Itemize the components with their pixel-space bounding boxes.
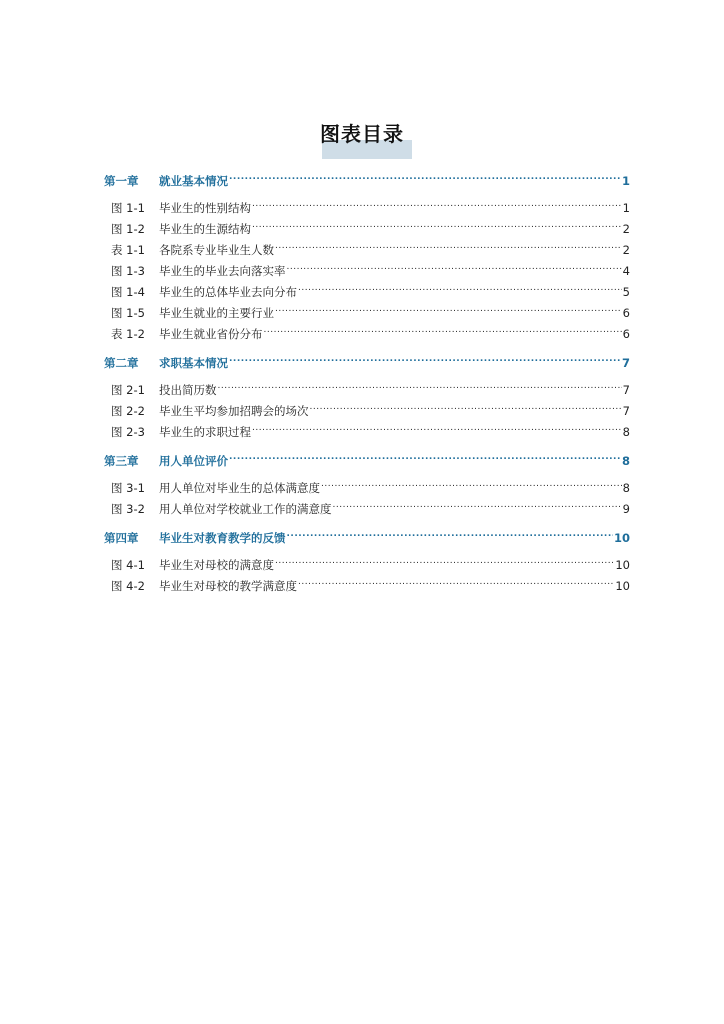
chapter-title: 就业基本情况 (159, 174, 228, 188)
toc-item[interactable] (104, 554, 630, 572)
chapter-title: 毕业生对教育教学的反馈 (159, 531, 286, 545)
item-label: 表 1-2 (111, 327, 145, 341)
toc-item[interactable] (104, 323, 630, 341)
leader-dots (321, 477, 622, 492)
item-label: 图 1-3 (111, 264, 145, 278)
chapter-title: 用人单位评价 (159, 454, 228, 468)
item-label: 图 1-2 (111, 222, 145, 236)
page-number: 1 (621, 174, 630, 188)
toc-item[interactable] (104, 239, 630, 257)
item-label: 图 1-1 (111, 201, 145, 215)
leader-dots (298, 281, 622, 296)
leader-dots (275, 239, 622, 254)
item-title: 毕业生的生源结构 (159, 222, 251, 236)
page-number: 6 (622, 306, 630, 320)
leader-dots (333, 498, 622, 513)
item-label: 图 1-5 (111, 306, 145, 320)
item-label: 图 2-2 (111, 404, 145, 418)
item-label: 图 1-4 (111, 285, 145, 299)
toc-chapter-2[interactable] (104, 352, 630, 370)
title-block (0, 120, 724, 160)
chapter-label: 第一章 (104, 174, 139, 188)
leader-dots (252, 421, 622, 436)
toc-chapter-3[interactable] (104, 450, 630, 468)
page-number: 10 (615, 558, 630, 572)
page-number: 7 (622, 404, 630, 418)
page-number: 2 (622, 243, 630, 257)
toc-item[interactable] (104, 281, 630, 299)
table-of-contents (104, 170, 630, 593)
item-title: 毕业生的毕业去向落实率 (159, 264, 286, 278)
item-title: 毕业生就业的主要行业 (159, 306, 274, 320)
item-label: 图 2-3 (111, 425, 145, 439)
page-number: 10 (613, 531, 630, 545)
item-title: 毕业生就业省份分布 (159, 327, 263, 341)
item-title: 投出简历数 (159, 383, 217, 397)
item-title: 毕业生的求职过程 (159, 425, 251, 439)
item-title: 各院系专业毕业生人数 (159, 243, 274, 257)
toc-item[interactable] (104, 400, 630, 418)
leader-dots (218, 379, 622, 394)
item-title: 毕业生对母校的教学满意度 (159, 579, 297, 593)
item-title: 毕业生的总体毕业去向分布 (159, 285, 297, 299)
page-number: 10 (615, 579, 630, 593)
leader-dots (264, 323, 622, 338)
toc-item[interactable] (104, 498, 630, 516)
leader-dots (275, 302, 622, 317)
leader-dots (252, 218, 622, 233)
page-number: 7 (621, 356, 630, 370)
item-title: 毕业生对母校的满意度 (159, 558, 274, 572)
toc-item[interactable] (104, 218, 630, 236)
page-number: 1 (622, 201, 630, 215)
toc-item[interactable] (104, 260, 630, 278)
chapter-title: 求职基本情况 (159, 356, 228, 370)
item-title: 毕业生的性别结构 (159, 201, 251, 215)
item-title: 用人单位对学校就业工作的满意度 (159, 502, 332, 516)
chapter-label: 第三章 (104, 454, 139, 468)
page-number: 5 (622, 285, 630, 299)
page-number: 4 (622, 264, 630, 278)
item-label: 图 3-2 (111, 502, 145, 516)
chapter-label: 第二章 (104, 356, 139, 370)
page-number: 2 (622, 222, 630, 236)
item-title: 毕业生平均参加招聘会的场次 (159, 404, 309, 418)
page-title: 图表目录 (320, 122, 404, 146)
item-label: 图 2-1 (111, 383, 145, 397)
leader-dots (310, 400, 622, 415)
leader-dots (287, 527, 613, 542)
toc-item[interactable] (104, 197, 630, 215)
toc-item[interactable] (104, 302, 630, 320)
toc-item[interactable] (104, 421, 630, 439)
page-number: 8 (622, 425, 630, 439)
leader-dots (229, 352, 621, 367)
page-number: 8 (622, 481, 630, 495)
page-number: 9 (622, 502, 630, 516)
toc-chapter-4[interactable] (104, 527, 630, 545)
leader-dots (275, 554, 614, 569)
leader-dots (287, 260, 622, 275)
chapter-label: 第四章 (104, 531, 139, 545)
item-label: 图 3-1 (111, 481, 145, 495)
page-number: 6 (622, 327, 630, 341)
leader-dots (229, 450, 621, 465)
toc-item[interactable] (104, 575, 630, 593)
leader-dots (229, 170, 621, 185)
leader-dots (252, 197, 622, 212)
leader-dots (298, 575, 614, 590)
toc-item[interactable] (104, 477, 630, 495)
toc-chapter-1[interactable] (104, 170, 630, 188)
toc-item[interactable] (104, 379, 630, 397)
item-title: 用人单位对毕业生的总体满意度 (159, 481, 320, 495)
page-number: 8 (621, 454, 630, 468)
page-number: 7 (622, 383, 630, 397)
item-label: 表 1-1 (111, 243, 145, 257)
item-label: 图 4-2 (111, 579, 145, 593)
item-label: 图 4-1 (111, 558, 145, 572)
